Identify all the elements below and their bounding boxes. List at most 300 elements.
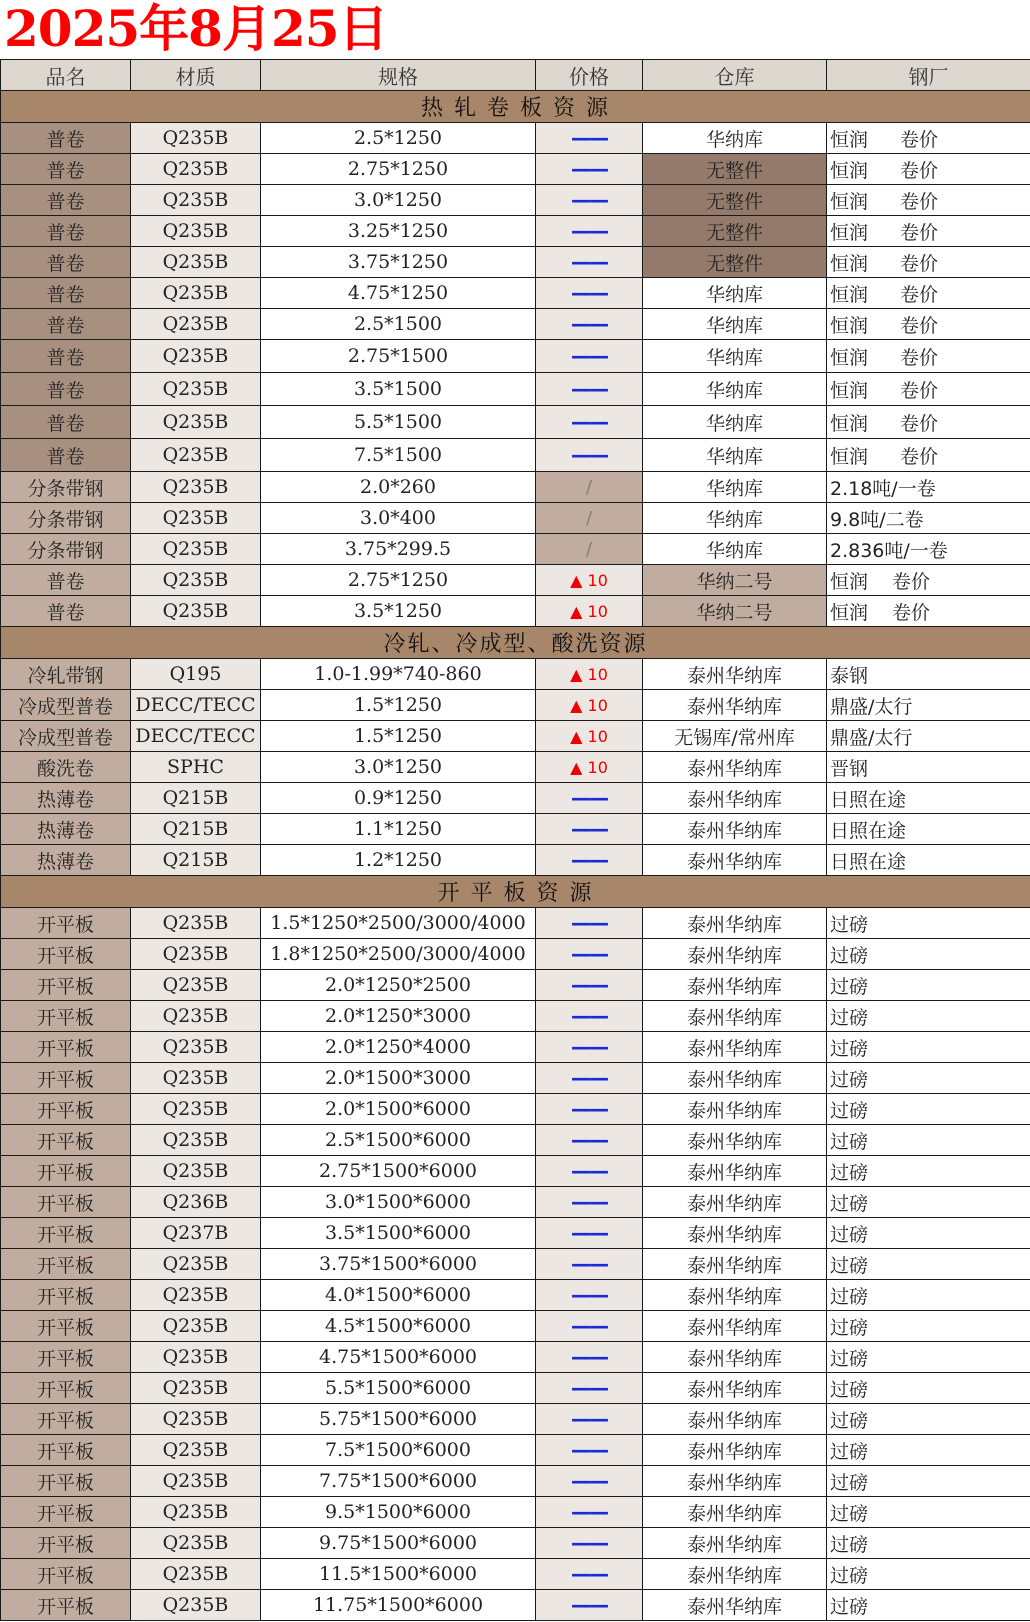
table-row — [1, 752, 1030, 783]
material-cell: Q235B — [131, 185, 261, 216]
table-row — [1, 1559, 1030, 1590]
spec-cell: 3.75*299.5 — [261, 534, 536, 565]
warehouse-cell: 泰州华纳库 — [643, 1342, 827, 1373]
mill-name: 过磅 — [830, 913, 869, 936]
product-name-cell: 开平板 — [1, 1497, 131, 1528]
material-cell: Q235B — [131, 1249, 261, 1280]
spec-cell: 5.75*1500*6000 — [261, 1404, 536, 1435]
mill-name: 过磅 — [830, 1161, 869, 1184]
mill-cell — [827, 814, 1030, 845]
material-cell: Q235B — [131, 1280, 261, 1311]
warehouse-cell: 华纳库 — [643, 472, 827, 503]
price-dash-value: —— — [571, 344, 607, 368]
spec-cell: 2.0*1500*3000 — [261, 1063, 536, 1094]
price-cell — [536, 845, 643, 876]
product-name-cell: 冷成型普卷 — [1, 690, 131, 721]
table-row — [1, 503, 1030, 534]
material-cell: Q237B — [131, 1218, 261, 1249]
product-name-cell: 开平板 — [1, 1063, 131, 1094]
price-dash-value: —— — [571, 281, 607, 305]
mill-name: 2.18吨/一卷 — [830, 477, 936, 500]
mill-note: 卷价 — [900, 159, 939, 182]
product-name-cell: 冷轧带钢 — [1, 659, 131, 690]
header-mill: 钢厂 — [827, 60, 1030, 91]
spec-cell: 4.75*1250 — [261, 278, 536, 309]
mill-cell — [827, 247, 1030, 278]
spec-cell: 2.0*1500*6000 — [261, 1094, 536, 1125]
price-dash-value: —— — [571, 377, 607, 401]
price-table — [0, 59, 1030, 1621]
warehouse-cell: 华纳库 — [643, 309, 827, 340]
material-cell: Q235B — [131, 1590, 261, 1621]
mill-name: 2.836吨/一卷 — [830, 539, 948, 562]
section-title: 开 平 板 资 源 — [1, 876, 1030, 908]
price-dash-value: —— — [571, 1066, 607, 1090]
table-row — [1, 1063, 1030, 1094]
price-cell — [536, 278, 643, 309]
material-cell: Q235B — [131, 1032, 261, 1063]
price-cell — [536, 1466, 643, 1497]
material-cell: DECC/TECC — [131, 690, 261, 721]
material-cell: Q235B — [131, 908, 261, 939]
price-up-value: ▲ 10 — [570, 727, 608, 746]
price-dash-value: —— — [571, 1252, 607, 1276]
header-warehouse: 仓库 — [643, 60, 827, 91]
mill-cell — [827, 439, 1030, 472]
warehouse-cell: 无锡库/常州库 — [643, 721, 827, 752]
price-cell — [536, 406, 643, 439]
price-cell — [536, 439, 643, 472]
price-cell — [536, 1032, 643, 1063]
spec-cell: 11.75*1500*6000 — [261, 1590, 536, 1621]
spec-cell: 1.5*1250 — [261, 721, 536, 752]
mill-name: 日照在途 — [830, 850, 907, 873]
price-cell — [536, 1094, 643, 1125]
header-material: 材质 — [131, 60, 261, 91]
product-name-cell: 分条带钢 — [1, 534, 131, 565]
product-name-cell: 热薄卷 — [1, 814, 131, 845]
price-dash-value: —— — [571, 1407, 607, 1431]
mill-cell — [827, 596, 1030, 627]
warehouse-cell: 华纳库 — [643, 534, 827, 565]
material-cell: Q195 — [131, 659, 261, 690]
product-name-cell: 普卷 — [1, 123, 131, 154]
mill-name: 过磅 — [830, 1347, 869, 1370]
page-title: 2025年8月25日 — [4, 0, 388, 58]
table-body — [1, 91, 1030, 1621]
price-cell — [536, 721, 643, 752]
material-cell: Q235B — [131, 373, 261, 406]
price-dash-value: —— — [571, 1097, 607, 1121]
price-cell — [536, 216, 643, 247]
price-up-value: ▲ 10 — [570, 758, 608, 777]
material-cell: Q235B — [131, 939, 261, 970]
table-row — [1, 1342, 1030, 1373]
table-row — [1, 1218, 1030, 1249]
spec-cell: 1.2*1250 — [261, 845, 536, 876]
warehouse-cell: 泰州华纳库 — [643, 1559, 827, 1590]
product-name-cell: 开平板 — [1, 1590, 131, 1621]
price-cell — [536, 1156, 643, 1187]
material-cell: Q235B — [131, 565, 261, 596]
spec-cell: 2.0*1250*3000 — [261, 1001, 536, 1032]
price-dash-value: —— — [571, 1562, 607, 1586]
material-cell: Q235B — [131, 1404, 261, 1435]
mill-cell — [827, 939, 1030, 970]
mill-cell — [827, 534, 1030, 565]
warehouse-cell: 泰州华纳库 — [643, 1373, 827, 1404]
header-price: 价格 — [536, 60, 643, 91]
mill-name: 晋钢 — [830, 757, 869, 780]
spec-cell: 2.75*1250 — [261, 565, 536, 596]
mill-note: 卷价 — [900, 190, 939, 213]
product-name-cell: 开平板 — [1, 1001, 131, 1032]
product-name-cell: 开平板 — [1, 1187, 131, 1218]
product-name-cell: 开平板 — [1, 1156, 131, 1187]
mill-cell — [827, 1590, 1030, 1621]
product-name-cell: 普卷 — [1, 247, 131, 278]
spec-cell: 7.5*1500*6000 — [261, 1435, 536, 1466]
price-dash-value: —— — [571, 1345, 607, 1369]
product-name-cell: 开平板 — [1, 939, 131, 970]
price-up-value: ▲ 10 — [570, 602, 608, 621]
material-cell: Q235B — [131, 472, 261, 503]
price-dash-value: —— — [571, 1314, 607, 1338]
table-row — [1, 1528, 1030, 1559]
spec-cell: 9.75*1500*6000 — [261, 1528, 536, 1559]
spec-cell: 2.0*1250*2500 — [261, 970, 536, 1001]
product-name-cell: 开平板 — [1, 1373, 131, 1404]
price-cell — [536, 908, 643, 939]
table-row — [1, 1156, 1030, 1187]
warehouse-cell: 华纳库 — [643, 503, 827, 534]
table-row — [1, 216, 1030, 247]
price-cell — [536, 752, 643, 783]
spec-cell: 3.0*1250 — [261, 185, 536, 216]
table-row — [1, 1435, 1030, 1466]
mill-cell — [827, 1280, 1030, 1311]
material-cell: Q235B — [131, 340, 261, 373]
price-dash-value: —— — [571, 126, 607, 150]
mill-name: 恒润 — [830, 128, 869, 151]
mill-name: 恒润 — [830, 283, 869, 306]
spec-cell: 3.5*1500*6000 — [261, 1218, 536, 1249]
price-cell — [536, 1373, 643, 1404]
mill-cell — [827, 970, 1030, 1001]
material-cell: Q235B — [131, 1094, 261, 1125]
spec-cell: 3.5*1500 — [261, 373, 536, 406]
spec-cell: 2.0*1250*4000 — [261, 1032, 536, 1063]
table-row — [1, 970, 1030, 1001]
product-name-cell: 开平板 — [1, 1032, 131, 1063]
mill-name: 恒润 — [830, 570, 869, 593]
price-cell — [536, 596, 643, 627]
table-row — [1, 406, 1030, 439]
mill-cell — [827, 1435, 1030, 1466]
product-name-cell: 开平板 — [1, 1466, 131, 1497]
mill-name: 泰钢 — [830, 664, 869, 687]
warehouse-cell: 泰州华纳库 — [643, 1156, 827, 1187]
spec-cell: 3.0*1500*6000 — [261, 1187, 536, 1218]
mill-cell — [827, 1342, 1030, 1373]
material-cell: Q235B — [131, 1373, 261, 1404]
mill-name: 过磅 — [830, 975, 869, 998]
mill-cell — [827, 1466, 1030, 1497]
mill-name: 过磅 — [830, 944, 869, 967]
spec-cell: 11.5*1500*6000 — [261, 1559, 536, 1590]
product-name-cell: 开平板 — [1, 1528, 131, 1559]
warehouse-cell: 泰州华纳库 — [643, 1001, 827, 1032]
price-dash-value: —— — [571, 1283, 607, 1307]
price-dash-value: —— — [571, 817, 607, 841]
product-name-cell: 热薄卷 — [1, 845, 131, 876]
product-name-cell: 普卷 — [1, 185, 131, 216]
table-row — [1, 123, 1030, 154]
price-cell — [536, 565, 643, 596]
material-cell: Q235B — [131, 1435, 261, 1466]
mill-name: 过磅 — [830, 1130, 869, 1153]
mill-name: 过磅 — [830, 1409, 869, 1432]
price-cell — [536, 340, 643, 373]
price-dash-value: —— — [571, 443, 607, 467]
warehouse-cell: 泰州华纳库 — [643, 1404, 827, 1435]
mill-name: 过磅 — [830, 1440, 869, 1463]
mill-cell — [827, 783, 1030, 814]
warehouse-cell: 泰州华纳库 — [643, 690, 827, 721]
mill-name: 过磅 — [830, 1471, 869, 1494]
product-name-cell: 开平板 — [1, 1559, 131, 1590]
warehouse-cell: 无整件 — [643, 154, 827, 185]
warehouse-cell: 无整件 — [643, 185, 827, 216]
warehouse-cell: 泰州华纳库 — [643, 908, 827, 939]
spec-cell: 0.9*1250 — [261, 783, 536, 814]
mill-name: 恒润 — [830, 221, 869, 244]
mill-name: 过磅 — [830, 1316, 869, 1339]
spec-cell: 4.0*1500*6000 — [261, 1280, 536, 1311]
spec-cell: 3.75*1250 — [261, 247, 536, 278]
spec-cell: 1.5*1250 — [261, 690, 536, 721]
price-slash-value: / — [585, 539, 593, 560]
price-cell — [536, 1342, 643, 1373]
price-cell — [536, 503, 643, 534]
table-row — [1, 247, 1030, 278]
warehouse-cell: 泰州华纳库 — [643, 1311, 827, 1342]
mill-note: 卷价 — [900, 252, 939, 275]
spec-cell: 2.5*1250 — [261, 123, 536, 154]
material-cell: Q235B — [131, 1497, 261, 1528]
warehouse-cell: 无整件 — [643, 247, 827, 278]
spec-cell: 1.5*1250*2500/3000/4000 — [261, 908, 536, 939]
table-row — [1, 845, 1030, 876]
mill-name: 过磅 — [830, 1099, 869, 1122]
price-up-value: ▲ 10 — [570, 696, 608, 715]
material-cell: Q215B — [131, 814, 261, 845]
mill-cell — [827, 1528, 1030, 1559]
mill-note: 卷价 — [892, 601, 931, 624]
price-dash-value: —— — [571, 942, 607, 966]
mill-name: 过磅 — [830, 1192, 869, 1215]
price-slash-value: / — [585, 508, 593, 529]
mill-cell — [827, 1559, 1030, 1590]
warehouse-cell: 泰州华纳库 — [643, 1187, 827, 1218]
price-cell — [536, 1001, 643, 1032]
table-row — [1, 1249, 1030, 1280]
product-name-cell: 开平板 — [1, 1094, 131, 1125]
warehouse-cell: 华纳库 — [643, 278, 827, 309]
price-cell — [536, 373, 643, 406]
mill-cell — [827, 1125, 1030, 1156]
mill-name: 过磅 — [830, 1285, 869, 1308]
product-name-cell: 分条带钢 — [1, 472, 131, 503]
material-cell: Q235B — [131, 406, 261, 439]
product-name-cell: 普卷 — [1, 278, 131, 309]
warehouse-cell: 泰州华纳库 — [643, 1063, 827, 1094]
mill-name: 过磅 — [830, 1378, 869, 1401]
product-name-cell: 酸洗卷 — [1, 752, 131, 783]
mill-cell — [827, 690, 1030, 721]
mill-cell — [827, 278, 1030, 309]
product-name-cell: 开平板 — [1, 1249, 131, 1280]
spec-cell: 3.0*1250 — [261, 752, 536, 783]
mill-name: 过磅 — [830, 1564, 869, 1587]
table-row — [1, 814, 1030, 845]
mill-cell — [827, 1404, 1030, 1435]
price-dash-value: —— — [571, 911, 607, 935]
mill-name: 日照在途 — [830, 788, 907, 811]
price-dash-value: —— — [571, 1035, 607, 1059]
mill-cell — [827, 373, 1030, 406]
product-name-cell: 普卷 — [1, 154, 131, 185]
mill-note: 卷价 — [900, 221, 939, 244]
table-row — [1, 340, 1030, 373]
spec-cell: 2.5*1500 — [261, 309, 536, 340]
table-row — [1, 565, 1030, 596]
mill-name: 恒润 — [830, 445, 869, 468]
mill-name: 恒润 — [830, 379, 869, 402]
table-row — [1, 1497, 1030, 1528]
table-row — [1, 154, 1030, 185]
spec-cell: 9.5*1500*6000 — [261, 1497, 536, 1528]
price-cell — [536, 123, 643, 154]
price-dash-value: —— — [571, 1128, 607, 1152]
table-row — [1, 439, 1030, 472]
warehouse-cell: 泰州华纳库 — [643, 1249, 827, 1280]
mill-note: 卷价 — [900, 346, 939, 369]
price-dash-value: —— — [571, 786, 607, 810]
mill-cell — [827, 154, 1030, 185]
material-cell: Q235B — [131, 247, 261, 278]
spec-cell: 5.5*1500*6000 — [261, 1373, 536, 1404]
price-up-value: ▲ 10 — [570, 571, 608, 590]
price-cell — [536, 690, 643, 721]
price-cell — [536, 1063, 643, 1094]
mill-note: 卷价 — [900, 379, 939, 402]
mill-name: 恒润 — [830, 346, 869, 369]
product-name-cell: 开平板 — [1, 908, 131, 939]
warehouse-cell: 泰州华纳库 — [643, 814, 827, 845]
mill-cell — [827, 1063, 1030, 1094]
product-name-cell: 普卷 — [1, 565, 131, 596]
product-name-cell: 冷成型普卷 — [1, 721, 131, 752]
price-dash-value: —— — [571, 1004, 607, 1028]
warehouse-cell: 泰州华纳库 — [643, 1466, 827, 1497]
warehouse-cell: 泰州华纳库 — [643, 1094, 827, 1125]
material-cell: Q235B — [131, 1559, 261, 1590]
spec-cell: 2.5*1500*6000 — [261, 1125, 536, 1156]
material-cell: Q235B — [131, 596, 261, 627]
spec-cell: 1.0-1.99*740-860 — [261, 659, 536, 690]
product-name-cell: 开平板 — [1, 1435, 131, 1466]
price-cell — [536, 247, 643, 278]
warehouse-cell: 泰州华纳库 — [643, 970, 827, 1001]
price-cell — [536, 1218, 643, 1249]
header-row — [1, 60, 1030, 91]
table-row — [1, 908, 1030, 939]
price-dash-value: —— — [571, 1500, 607, 1524]
material-cell: Q235B — [131, 278, 261, 309]
table-row — [1, 1094, 1030, 1125]
product-name-cell: 普卷 — [1, 309, 131, 340]
section-header — [1, 876, 1030, 908]
mill-cell — [827, 472, 1030, 503]
mill-cell — [827, 1032, 1030, 1063]
spec-cell: 3.0*400 — [261, 503, 536, 534]
warehouse-cell: 泰州华纳库 — [643, 1125, 827, 1156]
mill-note: 卷价 — [900, 412, 939, 435]
price-cell — [536, 1187, 643, 1218]
mill-name: 鼎盛/太行 — [830, 695, 913, 718]
section-title: 热 轧 卷 板 资 源 — [1, 91, 1030, 123]
price-dash-value: —— — [571, 1221, 607, 1245]
price-cell — [536, 814, 643, 845]
mill-name: 鼎盛/太行 — [830, 726, 913, 749]
price-dash-value: —— — [571, 1531, 607, 1555]
product-name-cell: 普卷 — [1, 596, 131, 627]
material-cell: Q235B — [131, 123, 261, 154]
spec-cell: 2.75*1250 — [261, 154, 536, 185]
material-cell: Q235B — [131, 309, 261, 340]
warehouse-cell: 华纳二号 — [643, 565, 827, 596]
product-name-cell: 普卷 — [1, 216, 131, 247]
product-name-cell: 普卷 — [1, 406, 131, 439]
price-cell — [536, 154, 643, 185]
warehouse-cell: 泰州华纳库 — [643, 1280, 827, 1311]
mill-note: 卷价 — [900, 128, 939, 151]
price-dash-value: —— — [571, 848, 607, 872]
mill-cell — [827, 1249, 1030, 1280]
mill-cell — [827, 752, 1030, 783]
price-cell — [536, 939, 643, 970]
spec-cell: 4.75*1500*6000 — [261, 1342, 536, 1373]
material-cell: Q235B — [131, 1528, 261, 1559]
product-name-cell: 分条带钢 — [1, 503, 131, 534]
price-dash-value: —— — [571, 973, 607, 997]
mill-cell — [827, 565, 1030, 596]
material-cell: Q235B — [131, 1063, 261, 1094]
mill-cell — [827, 185, 1030, 216]
price-dash-value: —— — [571, 1469, 607, 1493]
table-row — [1, 472, 1030, 503]
mill-name: 恒润 — [830, 314, 869, 337]
mill-name: 9.8吨/二卷 — [830, 508, 924, 531]
table-row — [1, 596, 1030, 627]
price-dash-value: —— — [571, 312, 607, 336]
mill-name: 过磅 — [830, 1068, 869, 1091]
spec-cell: 7.5*1500 — [261, 439, 536, 472]
warehouse-cell: 华纳库 — [643, 123, 827, 154]
warehouse-cell: 泰州华纳库 — [643, 1435, 827, 1466]
mill-name: 恒润 — [830, 159, 869, 182]
